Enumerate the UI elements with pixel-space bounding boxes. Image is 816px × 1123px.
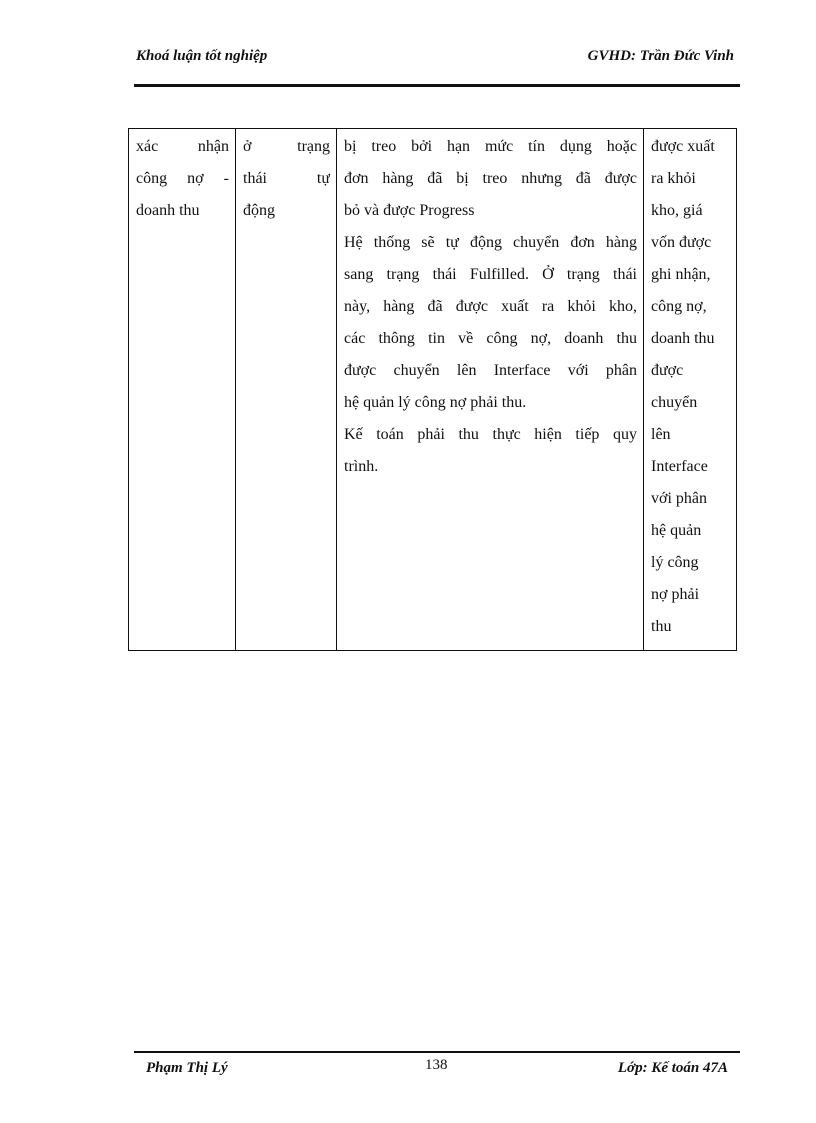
cell-line: Kế toán phải thu thực hiện tiếp quy bbox=[344, 426, 637, 443]
cell-line: được chuyển lên Interface với phân bbox=[344, 362, 637, 379]
cell-line: hệ quản bbox=[651, 522, 702, 539]
cell-line: trình. bbox=[344, 458, 379, 475]
footer-rule bbox=[134, 1051, 740, 1053]
cell-line: lên bbox=[651, 426, 671, 443]
description-cell bbox=[337, 129, 644, 651]
table-row bbox=[129, 129, 737, 651]
cell-line: này, hàng đã được xuất ra khỏi kho, bbox=[344, 298, 637, 315]
cell-line: bị treo bởi hạn mức tín dụng hoặc bbox=[344, 138, 637, 155]
cell-line: chuyển bbox=[651, 394, 698, 411]
cell-line: Hệ thống sẽ tự động chuyển đơn hàng bbox=[344, 234, 637, 251]
step-cell bbox=[129, 129, 236, 651]
cell-line: bỏ và được Progress bbox=[344, 202, 475, 219]
cell-line: hệ quản lý công nợ phải thu. bbox=[344, 394, 527, 411]
cell-line: đơn hàng đã bị treo nhưng đã được bbox=[344, 170, 637, 187]
cell-line: sang trạng thái Fulfilled. Ở trạng thái bbox=[344, 266, 637, 283]
cell-line: công nợ, bbox=[651, 298, 707, 315]
cell-line: được bbox=[651, 362, 684, 379]
footer-class: Lớp: Kế toán 47A bbox=[617, 1060, 728, 1076]
cell-line: ở trạng bbox=[243, 138, 330, 155]
cell-line: ghi nhận, bbox=[651, 266, 711, 283]
header-thesis-title: Khoá luận tốt nghiệp bbox=[136, 48, 268, 64]
cell-line: Interface bbox=[651, 458, 708, 475]
cell-line: thái tự bbox=[243, 170, 330, 187]
cell-line: doanh thu bbox=[651, 330, 715, 347]
result-cell bbox=[644, 129, 737, 651]
header-rule bbox=[134, 84, 740, 87]
cell-line: với phân bbox=[651, 490, 708, 507]
cell-line: ra khỏi bbox=[651, 170, 696, 187]
cell-line: xác nhận bbox=[136, 138, 229, 155]
cell-line: công nợ - bbox=[136, 170, 229, 187]
cell-line: doanh thu bbox=[136, 202, 200, 219]
cell-line: lý công bbox=[651, 554, 699, 571]
cell-line: thu bbox=[651, 618, 672, 635]
footer-author: Phạm Thị Lý bbox=[146, 1060, 228, 1076]
cell-line: được xuất bbox=[651, 138, 715, 155]
header-advisor: GVHD: Trần Đức Vinh bbox=[587, 48, 734, 64]
cell-line: các thông tin về công nợ, doanh thu bbox=[344, 330, 637, 347]
cell-line: nợ phải bbox=[651, 586, 700, 603]
status-cell bbox=[236, 129, 337, 651]
page-number: 138 bbox=[425, 1057, 448, 1073]
cell-line: động bbox=[243, 202, 275, 219]
cell-line: vốn được bbox=[651, 234, 712, 251]
cell-line: kho, giá bbox=[651, 202, 703, 219]
process-table bbox=[128, 128, 737, 651]
